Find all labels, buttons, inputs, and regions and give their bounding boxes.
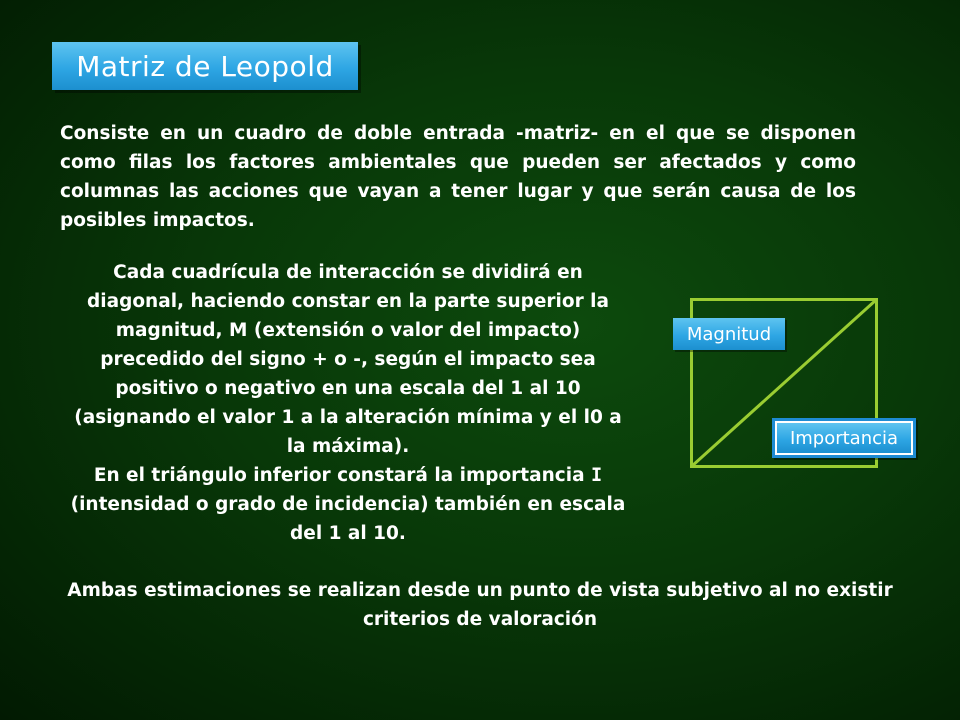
magnitude-label [673, 318, 785, 350]
magnitude-label-text: Magnitud [686, 323, 772, 345]
importance-label-text: Importancia [789, 427, 899, 449]
magnitude-symbol: M [229, 320, 248, 341]
page-title: Matriz de Leopold [76, 49, 334, 83]
cell-text-1b: (extensión o valor del impacto) precedido del signo + o -, según el impacto sea positivo o negativo en una escala del 1 al 10 (asignando el valor 1 a la alteración mínima y el l0 a la máxima). [74, 320, 622, 457]
intro-paragraph: Consiste en un cuadro de doble entrada -matriz- en el que se disponen como filas los factores ambientales que pueden ser afectados y como columnas las acciones que vayan a tener lugar y que serán causa de los posibles impactos. [60, 123, 856, 231]
cell-text-1a: Cada cuadrícula de interacción se dividirá en diagonal, haciendo constar en la parte superior la magnitud, [87, 262, 609, 341]
cell-text-2a: En el triángulo inferior constará la importancia [93, 465, 592, 486]
title-box [52, 42, 358, 90]
cell-text-2b: (intensidad o grado de incidencia) también en escala del 1 al 10. [70, 494, 626, 544]
importance-symbol: I [591, 465, 603, 486]
cell-description [68, 258, 628, 548]
importance-label [772, 418, 916, 458]
conclusion-paragraph: Ambas estimaciones se realizan desde un punto de vista subjetivo al no existir criterios de valoración [67, 580, 893, 630]
